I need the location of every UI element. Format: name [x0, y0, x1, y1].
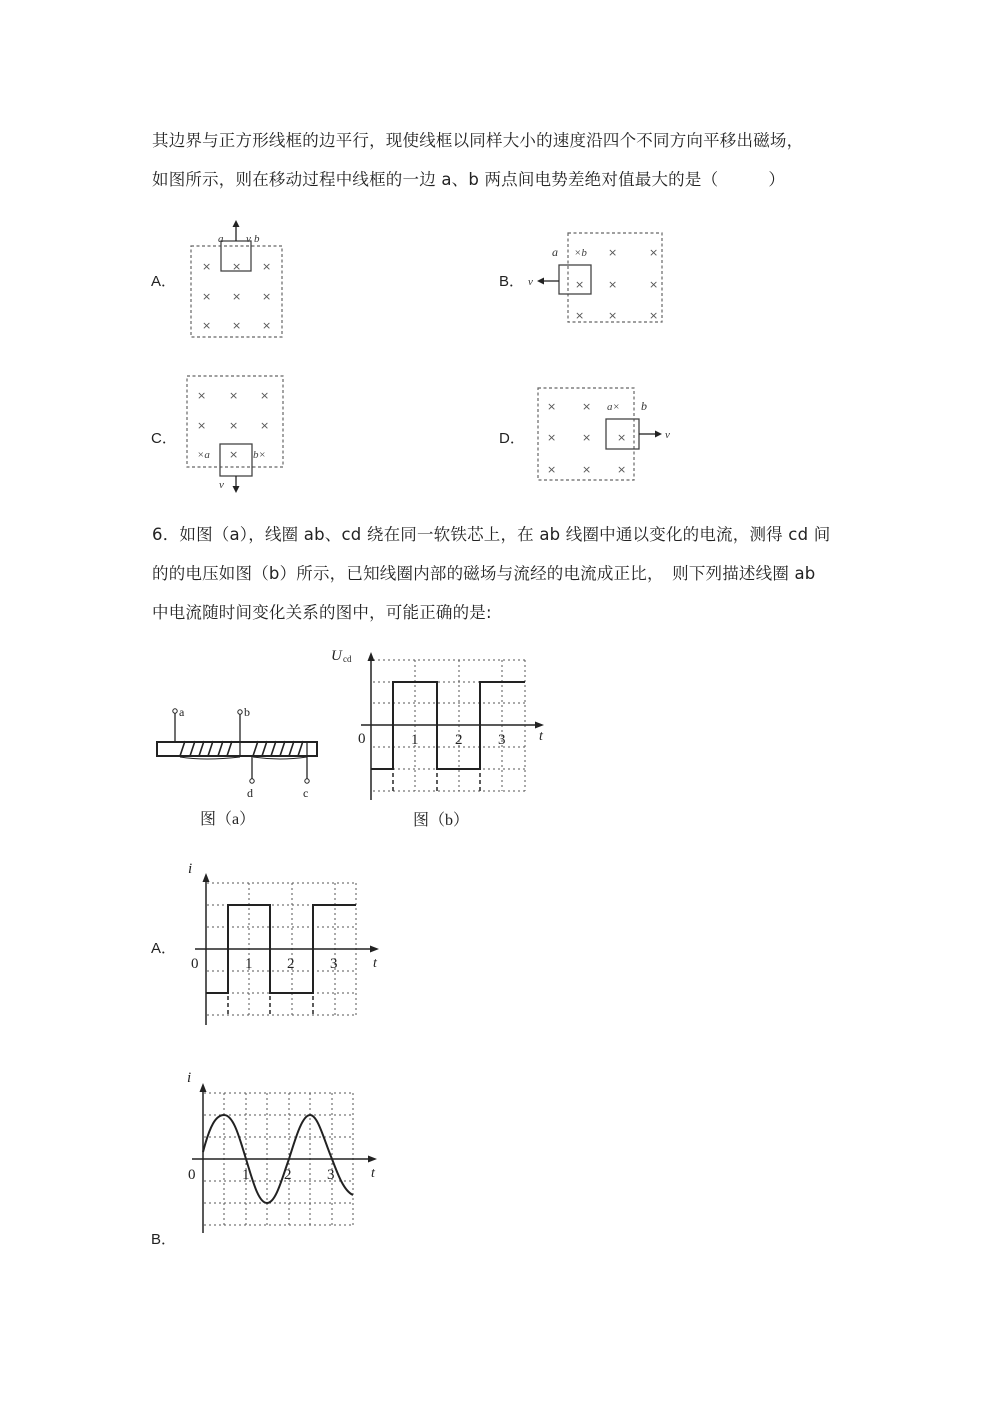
svg-text:×: ×	[582, 400, 592, 413]
svg-text:a: a	[218, 233, 224, 245]
question5-line-2: 如图所示，则在移动过程中线框的一边 a、b 两点间电势差绝对值最大的是（ ）	[152, 170, 786, 189]
svg-text:0: 0	[188, 1167, 196, 1183]
svg-text:×: ×	[547, 431, 557, 444]
svg-text:v: v	[246, 233, 251, 245]
svg-text:U: U	[331, 648, 342, 664]
svg-text:2: 2	[455, 732, 463, 748]
svg-text:a×: a×	[607, 401, 620, 413]
svg-text:×: ×	[262, 319, 272, 332]
q5-option-a-label[interactable]: A．	[151, 273, 177, 290]
svg-text:×: ×	[202, 290, 212, 303]
svg-text:×b: ×b	[574, 247, 587, 259]
svg-text:×: ×	[608, 278, 618, 291]
figure-b-caption: 图（b）	[413, 812, 470, 829]
svg-text:×: ×	[617, 431, 627, 444]
svg-text:×: ×	[608, 246, 618, 259]
svg-text:a: a	[179, 705, 185, 719]
svg-text:×: ×	[202, 260, 212, 273]
svg-text:a: a	[552, 245, 558, 259]
svg-text:×: ×	[575, 278, 585, 291]
svg-text:b: b	[254, 233, 260, 245]
svg-text:3: 3	[327, 1167, 335, 1183]
svg-text:v: v	[219, 479, 224, 491]
svg-text:×: ×	[262, 290, 272, 303]
question6-line-3: 中电流随时间变化关系的图中，可能正确的是:	[152, 603, 492, 622]
svg-text:×: ×	[575, 309, 585, 322]
svg-text:2: 2	[287, 956, 295, 972]
svg-text:1: 1	[245, 956, 253, 972]
svg-text:×: ×	[649, 309, 659, 322]
q5-option-c-label[interactable]: C．	[151, 430, 177, 447]
svg-text:2: 2	[284, 1167, 292, 1183]
question6-line-2: 的的电压如图（b）所示，已知线圈内部的磁场与流经的电流成正比， 则下列描述线圈 ab	[152, 564, 816, 583]
figure-b-ucd-chart	[325, 640, 560, 840]
svg-text:b: b	[244, 705, 250, 719]
svg-text:×: ×	[202, 319, 212, 332]
svg-text:3: 3	[330, 956, 338, 972]
figure-a-coil-diagram	[150, 640, 330, 840]
q6-option-b-label[interactable]: B．	[151, 1231, 177, 1248]
svg-text:×: ×	[262, 260, 272, 273]
question5-line-1: 其边界与正方形线框的边平行，现使线框以同样大小的速度沿四个不同方向平移出磁场，	[152, 131, 804, 150]
svg-text:×: ×	[229, 448, 239, 461]
svg-text:×: ×	[260, 419, 270, 432]
svg-text:c: c	[303, 786, 309, 800]
svg-text:×: ×	[260, 389, 270, 402]
q5-option-a-diagram	[180, 215, 290, 345]
q5-option-b-label[interactable]: B．	[499, 273, 525, 290]
q5-option-d-label[interactable]: D．	[499, 430, 525, 447]
svg-text:b×: b×	[253, 449, 266, 461]
svg-text:t: t	[373, 956, 377, 971]
svg-text:1: 1	[242, 1167, 250, 1183]
svg-text:×: ×	[547, 400, 557, 413]
svg-text:3: 3	[498, 732, 506, 748]
question6-line-1: 6．如图（a），线圈 ab、cd 绕在同一软铁芯上，在 ab 线圈中通以变化的电流，测得 cd 间	[152, 525, 831, 544]
q6-option-a-chart	[180, 853, 390, 1028]
q5-option-c-diagram	[180, 372, 295, 497]
svg-text:v: v	[528, 276, 533, 288]
svg-text:×: ×	[649, 278, 659, 291]
svg-text:v: v	[665, 429, 670, 441]
svg-text:×: ×	[197, 419, 207, 432]
svg-text:i: i	[187, 1070, 192, 1086]
svg-text:1: 1	[411, 732, 419, 748]
q6-option-a-label[interactable]: A．	[151, 940, 177, 957]
svg-text:×: ×	[617, 463, 627, 476]
svg-text:×: ×	[547, 463, 557, 476]
svg-text:×: ×	[582, 463, 592, 476]
svg-text:×: ×	[649, 246, 659, 259]
figure-a-caption: 图（a）	[200, 811, 256, 828]
svg-text:×: ×	[582, 431, 592, 444]
svg-text:i: i	[188, 861, 193, 877]
q5-option-d-diagram	[535, 385, 680, 485]
svg-text:×: ×	[232, 290, 242, 303]
svg-text:×a: ×a	[197, 449, 210, 461]
svg-text:×: ×	[229, 419, 239, 432]
svg-text:×: ×	[608, 309, 618, 322]
svg-text:b: b	[641, 399, 647, 413]
svg-text:cd: cd	[343, 654, 352, 664]
svg-text:0: 0	[358, 731, 366, 747]
svg-text:d: d	[247, 786, 253, 800]
q6-option-b-chart	[180, 1065, 390, 1235]
svg-text:×: ×	[232, 319, 242, 332]
svg-text:×: ×	[232, 260, 242, 273]
svg-text:0: 0	[191, 956, 199, 972]
svg-text:×: ×	[197, 389, 207, 402]
svg-text:t: t	[371, 1166, 375, 1181]
q5-option-b-diagram	[525, 228, 670, 328]
svg-text:×: ×	[229, 389, 239, 402]
svg-text:t: t	[539, 729, 543, 744]
